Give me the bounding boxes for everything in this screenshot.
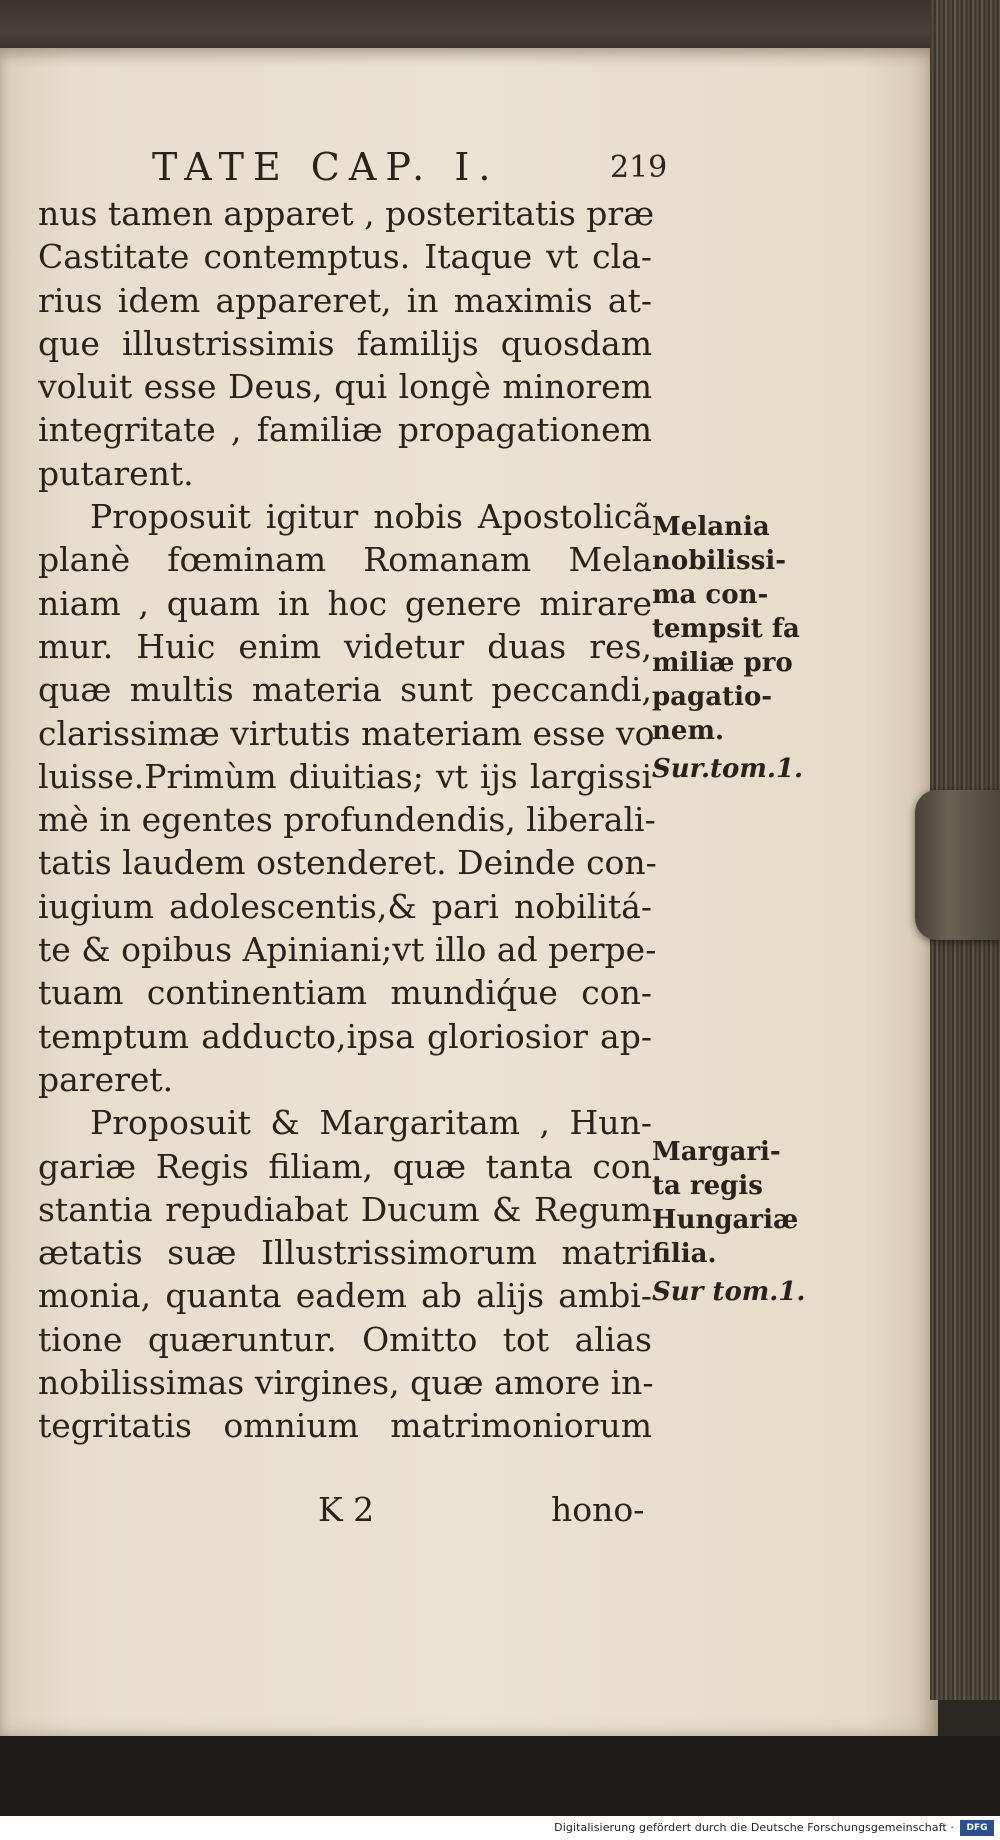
digitization-credit-bar bbox=[0, 1816, 1000, 1840]
scan-background bbox=[0, 1736, 1000, 1816]
text-line: monia, quanta eadem ab alijs ambi- bbox=[38, 1276, 652, 1316]
text-line: gariæ Regis filiam, quæ tanta con bbox=[38, 1146, 652, 1186]
marginal-note-line: nobilissi- bbox=[652, 546, 786, 576]
text-line: putarent. bbox=[38, 453, 194, 493]
text-line: Castitate contemptus. Itaque vt cla- bbox=[38, 237, 652, 277]
marginal-note-line: filia. bbox=[652, 1239, 717, 1269]
marginal-reference: Sur.tom.1. bbox=[652, 754, 804, 784]
page-number: 219 bbox=[610, 150, 668, 185]
text-line: voluit esse Deus, qui longè minorem bbox=[38, 367, 652, 407]
marginal-reference: Sur tom.1. bbox=[652, 1277, 806, 1307]
text-line: mè in egentes profundendis, liberali- bbox=[38, 800, 656, 840]
text-line: rius idem appareret, in maximis at- bbox=[38, 280, 652, 320]
marginal-note-margarita bbox=[652, 1135, 806, 1309]
digitization-credit: Digitalisierung gefördert durch die Deutsche Forschungsgemeinschaft · bbox=[554, 1821, 954, 1834]
marginal-note-line: Melania bbox=[652, 512, 770, 542]
catchword: hono- bbox=[551, 1490, 645, 1529]
dfg-logo: DFG bbox=[960, 1820, 994, 1836]
text-line: tegritatis omnium matrimoniorum bbox=[38, 1406, 652, 1446]
text-line: iugium adolescentis,& pari nobilitá- bbox=[38, 886, 652, 926]
marginal-note-line: ma con- bbox=[652, 580, 769, 610]
marginal-note-melania bbox=[652, 510, 802, 786]
text-line: tione quæruntur. Omitto tot alias bbox=[38, 1319, 652, 1359]
text-line: que illustrissimis familijs quosdam bbox=[38, 323, 652, 363]
text-line: tuam continentiam mundiq́ue con- bbox=[38, 973, 652, 1013]
signature-mark: K 2 bbox=[318, 1490, 375, 1529]
text-line: nobilissimas virgines, quæ amore in- bbox=[38, 1363, 654, 1403]
book-clasp bbox=[915, 790, 1000, 940]
text-line: ætatis suæ Illustrissimorum matri bbox=[38, 1233, 652, 1273]
marginal-note-line: Hungariæ bbox=[652, 1205, 799, 1235]
text-line: planè fœminam Romanam Mela bbox=[38, 540, 652, 580]
text-line: clarissimæ virtutis materiam esse vo bbox=[38, 713, 655, 753]
marginal-note-line: tempsit fa bbox=[652, 614, 800, 644]
text-line: stantia repudiabat Ducum & Regum bbox=[38, 1189, 652, 1229]
text-line: quæ multis materia sunt peccandi, bbox=[38, 670, 652, 710]
text-line: mur. Huic enim videtur duas res, bbox=[38, 626, 652, 666]
running-title: TATE CAP. I. bbox=[152, 145, 500, 189]
text-line: pareret. bbox=[38, 1059, 174, 1099]
text-line: tatis laudem ostenderet. Deinde con- bbox=[38, 843, 657, 883]
text-line: nus tamen apparet , posteritatis præ bbox=[38, 194, 655, 233]
text-line: Proposuit igitur nobis Apostolicã bbox=[90, 497, 652, 537]
text-line: te & opibus Apiniani;vt illo ad perpe- bbox=[38, 930, 657, 970]
text-line: Proposuit & Margaritam , Hun- bbox=[90, 1103, 652, 1143]
text-line: luisse.Primùm diuitias; vt ijs largissi bbox=[38, 756, 652, 796]
marginal-note-line: pagatio- bbox=[652, 682, 773, 712]
text-line: temptum adducto,ipsa gloriosior ap- bbox=[38, 1016, 652, 1056]
marginal-note-line: miliæ pro bbox=[652, 648, 793, 678]
body-text bbox=[38, 192, 657, 1448]
marginal-note-line: Margari- bbox=[652, 1137, 781, 1167]
text-line: integritate , familiæ propagationem bbox=[38, 410, 652, 450]
marginal-note-line: nem. bbox=[652, 716, 725, 746]
marginal-note-line: ta regis bbox=[652, 1171, 763, 1201]
text-line: niam , quam in hoc genere mirare bbox=[38, 583, 652, 623]
